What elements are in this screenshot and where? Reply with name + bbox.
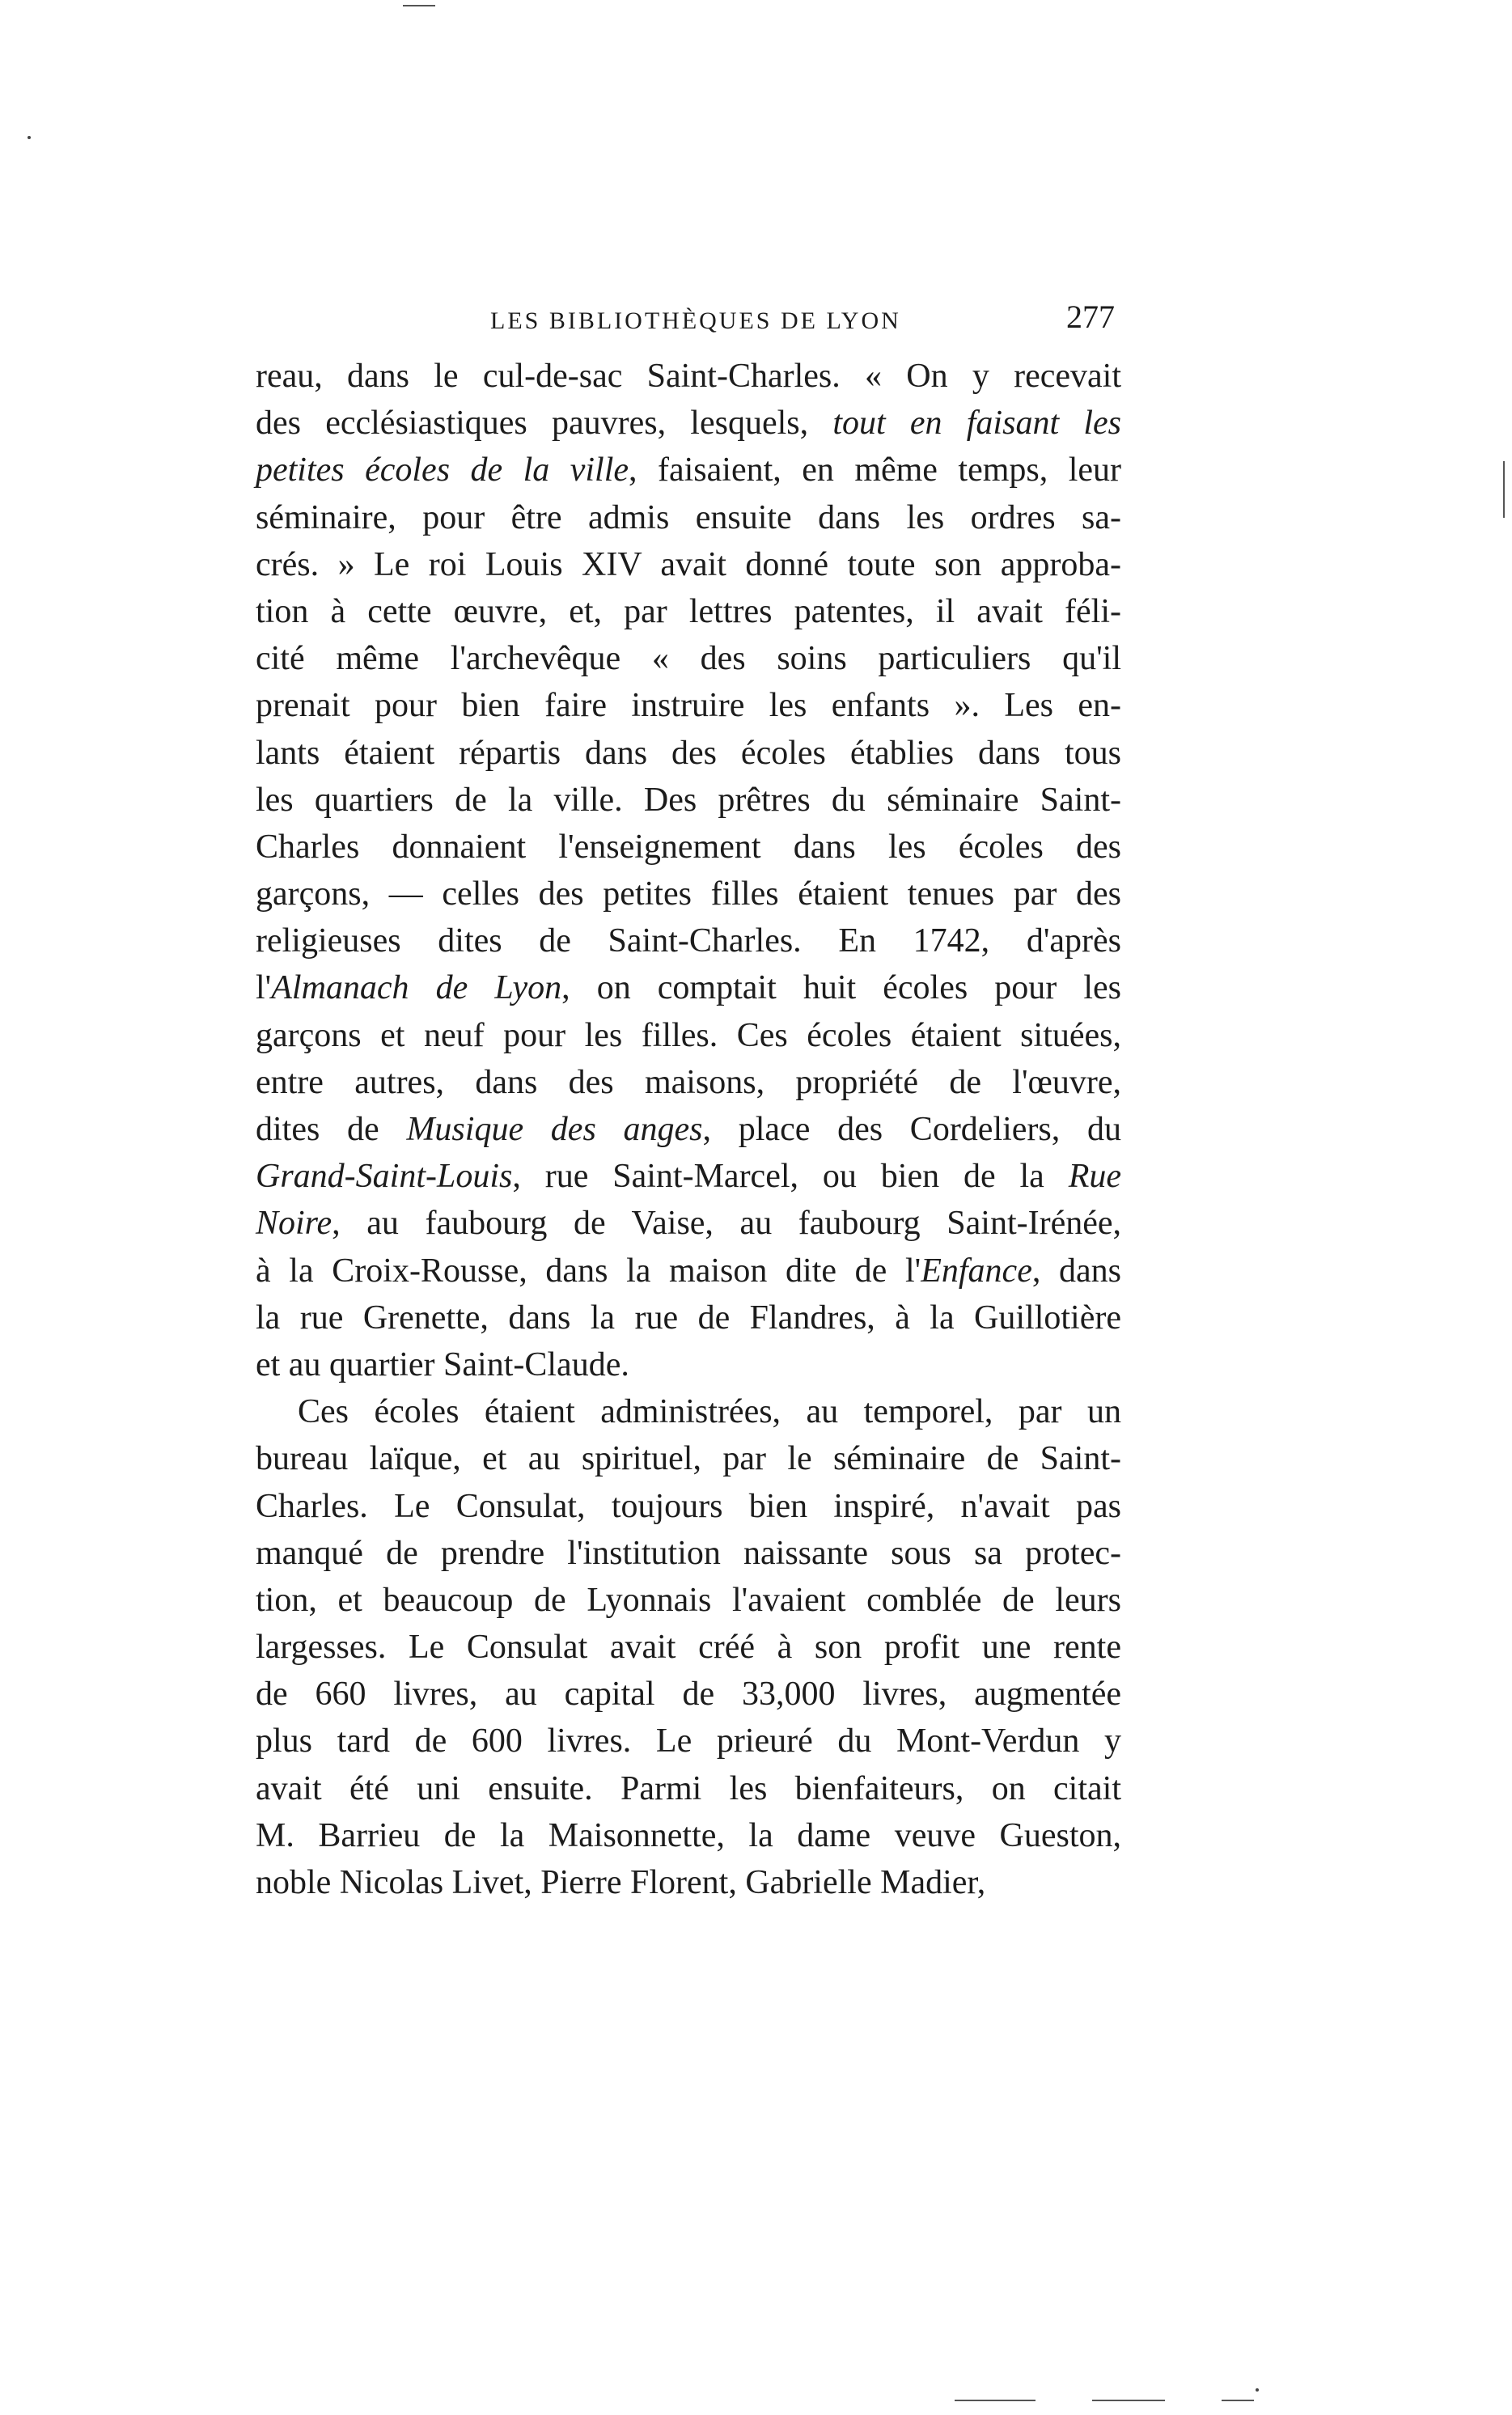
text-run: religieuses dites de Saint-Charles. En 1742, d'après [256,922,1121,960]
text-run: Ces écoles étaient administrées, au temporel, par un [298,1393,1121,1431]
text-line [256,824,1121,871]
text-line [256,777,1121,824]
text-line [256,1812,1121,1859]
text-line [256,1530,1121,1577]
text-run: avait été uni ensuite. Parmi les bienfaiteurs, on citait [256,1769,1121,1807]
scan-speck [1256,2388,1259,2392]
text-run: l' [256,969,272,1007]
text-run: , au faubourg de Vaise, au faubourg Saint-Irénée, [332,1205,1121,1243]
italic-text: Rue [1068,1158,1121,1196]
italic-text: Almanach de Lyon [271,969,562,1007]
text-run: reau, dans le cul-de-sac Saint-Charles. « On y recevait [256,358,1121,395]
text-run: M. Barrieu de la Maisonnette, la dame veuve Gueston, [256,1816,1121,1854]
text-line [256,447,1121,494]
text-line [256,1765,1121,1812]
body-text [256,353,1121,1906]
text-run: cité même l'archevêque « des soins particuliers qu'il [256,640,1121,678]
text-line [256,353,1121,400]
text-line [256,1200,1121,1247]
text-line [256,588,1121,635]
text-line [256,1153,1121,1200]
text-line [256,964,1121,1011]
text-line [256,1341,1121,1388]
text-line [256,1012,1121,1059]
text-run: manqué de prendre l'institution naissante sous sa protec- [256,1534,1121,1572]
text-line [256,1624,1121,1671]
text-run: plus tard de 600 livres. Le prieuré du Mont-Verdun y [256,1722,1121,1760]
text-line [256,730,1121,777]
italic-text: Grand-Saint-Louis [256,1158,513,1196]
page-number: 277 [1066,299,1115,335]
scan-mark [1092,2400,1165,2401]
text-run: entre autres, dans des maisons, propriété de l'œuvre, [256,1063,1121,1101]
text-run: , place des Cordeliers, du [702,1111,1121,1148]
scan-speck [28,136,31,139]
text-run: dites de [256,1111,407,1148]
scan-mark [1503,461,1505,518]
text-line [256,1388,1121,1435]
text-run: , dans [1031,1252,1121,1290]
text-run: à la Croix-Rousse, dans la maison dite de l' [256,1252,921,1290]
text-line [256,1671,1121,1718]
text-line [256,917,1121,964]
text-line [256,494,1121,541]
italic-text: Noire [256,1205,332,1243]
text-run: tion à cette œuvre, et, par lettres patentes, il avait féli- [256,592,1121,630]
running-title: LES BIBLIOTHÈQUES DE LYON [490,307,901,334]
paragraph [256,353,1121,1388]
text-line [256,1718,1121,1765]
text-run: Charles donnaient l'enseignement dans les écoles des [256,828,1121,866]
paragraph [256,1388,1121,1906]
text-line [256,1859,1121,1906]
text-line [256,1106,1121,1153]
text-run: , on comptait huit écoles pour les [561,969,1121,1007]
italic-text: petites écoles de la ville [256,451,629,489]
text-line [256,1435,1121,1482]
text-line [256,682,1121,729]
text-run: des ecclésiastiques pauvres, lesquels, [256,405,833,443]
text-line [256,635,1121,682]
text-line [256,1483,1121,1530]
text-run: crés. » Le roi Louis XIV avait donné toute son approba- [256,545,1121,583]
scan-mark [955,2400,1036,2401]
text-run: bureau laïque, et au spirituel, par le séminaire de Saint- [256,1440,1121,1478]
text-line [256,1059,1121,1106]
scan-mark [1222,2400,1254,2401]
italic-text: tout en faisant les [832,405,1121,443]
text-run: et au quartier Saint-Claude. [256,1345,629,1383]
text-line [256,871,1121,917]
text-run: , rue Saint-Marcel, ou bien de la [512,1158,1069,1196]
text-run: garçons et neuf pour les filles. Ces écoles étaient situées, [256,1016,1121,1054]
text-run: tion, et beaucoup de Lyonnais l'avaient comblée de leurs [256,1581,1121,1619]
text-run: lants étaient répartis dans des écoles établies dans tous [256,734,1121,772]
running-head [482,298,1120,346]
text-line [256,1248,1121,1294]
text-run: de 660 livres, au capital de 33,000 livres, augmentée [256,1676,1121,1714]
text-run: séminaire, pour être admis ensuite dans les ordres sa- [256,498,1121,536]
italic-text: Enfance [921,1252,1032,1290]
text-run: noble Nicolas Livet, Pierre Florent, Gabrielle Madier, [256,1864,986,1901]
italic-text: Musique des anges [406,1111,703,1148]
text-run: prenait pour bien faire instruire les enfants ». Les en- [256,687,1121,725]
text-run: garçons, — celles des petites filles étaient tenues par des [256,875,1121,913]
text-run: Charles. Le Consulat, toujours bien inspiré, n'avait pas [256,1487,1121,1525]
text-run: largesses. Le Consulat avait créé à son profit une rente [256,1629,1121,1667]
text-run: , faisaient, en même temps, leur [629,451,1121,489]
text-line [256,1294,1121,1341]
text-run: la rue Grenette, dans la rue de Flandres, à la Guillotière [256,1299,1121,1337]
scan-mark [403,5,435,6]
text-line [256,1577,1121,1624]
text-run: les quartiers de la ville. Des prêtres du séminaire Saint- [256,781,1121,819]
text-line [256,541,1121,588]
text-line [256,400,1121,447]
